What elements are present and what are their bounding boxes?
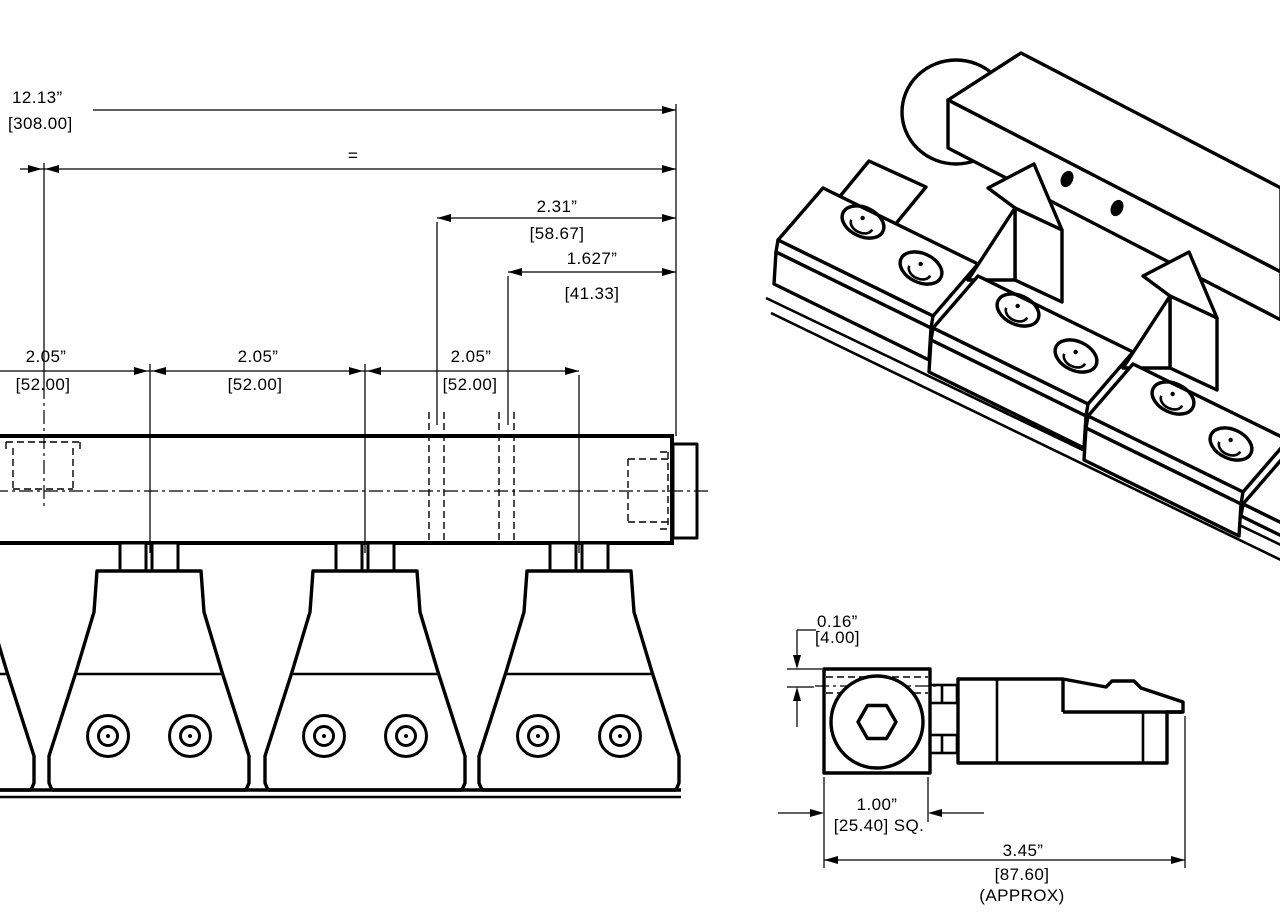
pitch-2-inch-label: 2.05” (237, 347, 279, 366)
dim-1-627 (508, 249, 676, 425)
tooth (265, 543, 465, 790)
shim-mm-label: [4.00] (815, 628, 860, 647)
square-dimension (778, 777, 984, 868)
length-mm-label: [87.60] (994, 865, 1050, 884)
dim-1-627-mm-label: [41.33] (564, 284, 620, 303)
pitch-1-inch-label: 2.05” (25, 347, 67, 366)
hidden-bolt-holes (429, 412, 514, 543)
retainer-block (815, 669, 957, 773)
pitch-2-mm-label: [52.00] (227, 375, 283, 394)
pitch-dimension-row (0, 347, 579, 553)
front-view (0, 88, 708, 797)
tooth-holder-body (958, 679, 1183, 763)
tooth (49, 543, 249, 790)
link-tab (930, 685, 957, 703)
hidden-plug-left (6, 442, 80, 489)
tool-bar (0, 412, 708, 543)
dim-2-31-inch-label: 2.31” (536, 197, 578, 216)
tooth-partial (0, 571, 34, 790)
link-tab (930, 735, 957, 753)
square-inch-label: 1.00” (856, 795, 898, 814)
tooth (479, 543, 679, 790)
side-detail-view (778, 612, 1185, 905)
pitch-1-mm-label: [52.00] (15, 375, 71, 394)
tool-bar-outline (0, 436, 672, 543)
overall-length-mm-label: [308.00] (8, 114, 73, 133)
shim-inch-label: 0.16” (817, 612, 858, 631)
overall-length-inch-label: 12.13” (12, 88, 63, 107)
pitch-3-mm-label: [52.00] (442, 375, 498, 394)
equal-spacing-mark: = (347, 146, 359, 165)
pitch-3-inch-label: 2.05” (450, 347, 492, 366)
length-inch-label: 3.45” (1002, 841, 1044, 860)
dim-1-627-inch-label: 1.627” (566, 249, 618, 268)
body-outline (958, 679, 1183, 763)
hex-socket (858, 706, 896, 739)
length-note-label: (APPROX) (979, 886, 1065, 905)
teeth (0, 543, 681, 797)
square-mm-label: [25.40] SQ. (833, 816, 925, 835)
dim-2-31-mm-label: [58.67] (529, 224, 585, 243)
isometric-view (766, 53, 1280, 592)
